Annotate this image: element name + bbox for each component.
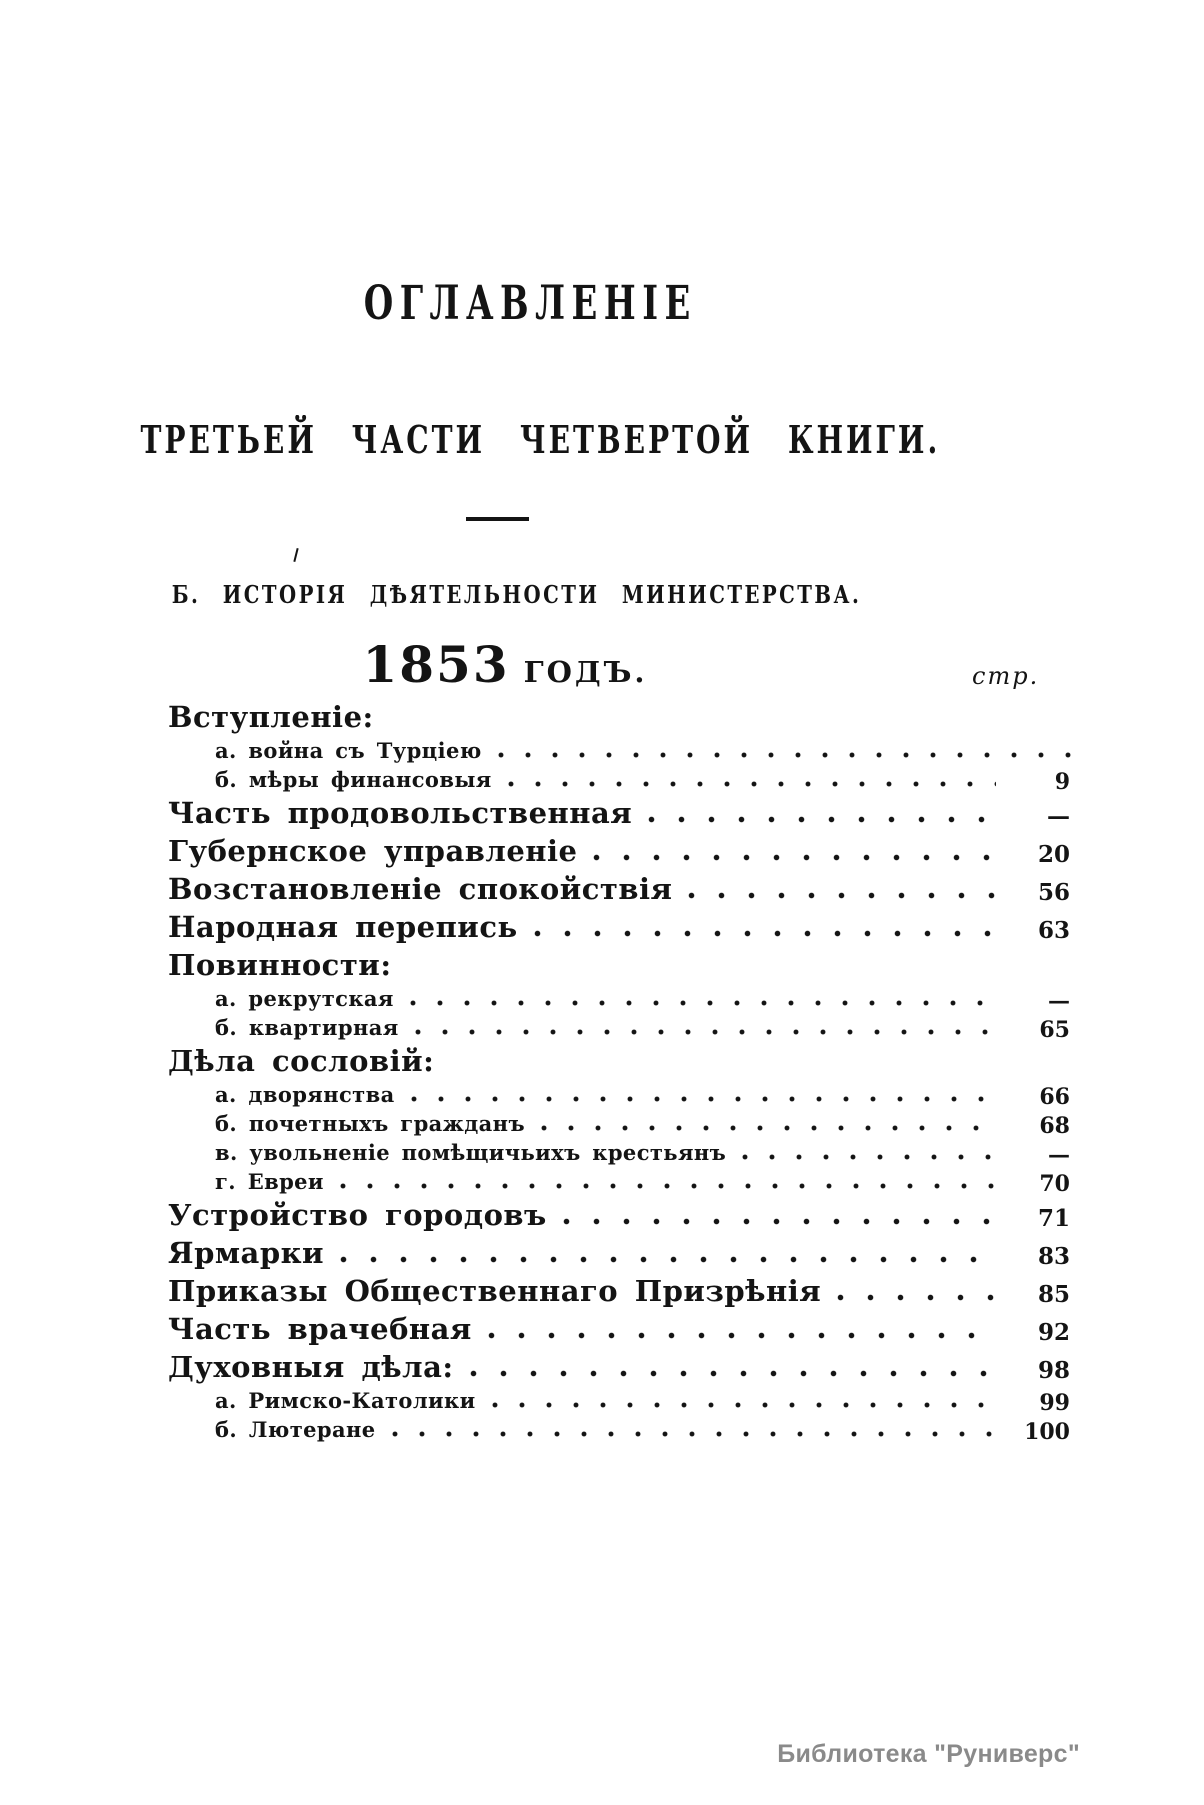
toc-row [168, 798, 1098, 836]
toc-row [168, 1046, 1098, 1084]
dot-leader [541, 1125, 996, 1132]
dot-leader [450, 1064, 1086, 1071]
dot-leader [508, 781, 996, 788]
page-title [0, 276, 1060, 331]
page-subtitle-text: ТРЕТЬЕЙ ЧАСТИ ЧЕТВЕРТОЙ КНИГИ. [140, 417, 941, 462]
toc-row [168, 740, 1098, 769]
toc-entry-label: б. квартирная [215, 1015, 399, 1040]
toc-entry-page: — [1047, 803, 1070, 830]
toc-entry-page: 9 [1054, 769, 1070, 795]
dot-leader [390, 720, 1086, 727]
toc-entry-label: Возстановленіе спокойствія [168, 872, 673, 906]
toc-entry-page: 65 [1039, 1017, 1070, 1043]
page-column-label: стр. [972, 662, 1040, 690]
toc-entry-page: 63 [1037, 917, 1070, 944]
toc-entry-label: Духовныя дѣла: [168, 1350, 454, 1384]
dot-leader [340, 1183, 996, 1190]
dot-leader [470, 1370, 996, 1377]
toc-entry-page: 83 [1037, 1243, 1070, 1270]
dot-leader [411, 1096, 996, 1103]
toc-entry-label: б. Лютеране [215, 1417, 376, 1442]
toc-row [168, 1017, 1098, 1046]
toc-entry-page: 92 [1037, 1319, 1070, 1346]
dot-leader [837, 1294, 996, 1301]
dot-leader [488, 1332, 996, 1339]
dot-leader [648, 816, 996, 823]
dot-leader [563, 1218, 996, 1225]
toc-row [168, 1276, 1098, 1314]
toc-row [168, 1419, 1098, 1448]
page-subtitle [0, 417, 1020, 462]
toc-row [168, 874, 1098, 912]
watermark: Библиотека "Руниверс" [777, 1740, 1080, 1768]
dot-leader [410, 1000, 996, 1007]
toc-entry-page: — [1048, 988, 1070, 1014]
toc-row [168, 702, 1098, 740]
toc-row [168, 1390, 1098, 1419]
toc-row [168, 836, 1098, 874]
dot-leader [688, 892, 996, 899]
toc-entry-label: Часть продовольственная [168, 796, 633, 830]
year-number: 1853 [362, 635, 510, 694]
toc-entry-label: Народная перепись [168, 910, 518, 944]
toc-row [168, 912, 1098, 950]
toc-entry-label: а. рекрутская [215, 986, 394, 1011]
toc-entry-label: Повинности: [168, 948, 392, 982]
toc-entry-label: а. Римско-Католики [215, 1388, 476, 1413]
dot-leader [392, 1431, 996, 1438]
year-heading [0, 635, 1010, 694]
toc-entry-page: 68 [1039, 1113, 1070, 1139]
toc-entry-page: 100 [1024, 1419, 1070, 1445]
toc-row [168, 1352, 1098, 1390]
toc-entry-label: а. война съ Турціею [215, 738, 482, 763]
toc-row [168, 950, 1098, 988]
toc-row [168, 769, 1098, 798]
scan-artifact-mark [293, 548, 298, 562]
dot-leader [408, 968, 1086, 975]
page-title-text: ОГЛАВЛЕНІЕ [363, 276, 697, 331]
dot-leader [593, 854, 996, 861]
dot-leader [340, 1256, 996, 1263]
toc-row [168, 1084, 1098, 1113]
dot-leader [498, 752, 1086, 759]
toc-entry-page: 56 [1037, 879, 1070, 906]
toc-entry-label: Губернское управленіе [168, 834, 578, 868]
toc-row [168, 1113, 1098, 1142]
toc-list [168, 702, 1098, 1448]
toc-entry-label: Дѣла сословій: [168, 1044, 435, 1078]
dot-leader [742, 1154, 996, 1161]
toc-entry-page: 71 [1037, 1205, 1070, 1232]
toc-entry-label: а. дворянства [215, 1082, 395, 1107]
toc-entry-page: 98 [1037, 1357, 1070, 1384]
section-heading-text: Б. ИСТОРІЯ ДѢЯТЕЛЬНОСТИ МИНИСТЕРСТВА. [171, 580, 861, 609]
toc-entry-page: 70 [1039, 1171, 1070, 1197]
toc-row [168, 988, 1098, 1017]
toc-entry-label: Вступленіе: [168, 700, 374, 734]
toc-row [168, 1142, 1098, 1171]
toc-entry-label: г. Евреи [215, 1169, 324, 1194]
toc-entry-label: Часть врачебная [168, 1312, 472, 1346]
dot-leader [492, 1402, 996, 1409]
toc-row [168, 1314, 1098, 1352]
toc-entry-label: Устройство городовъ [168, 1198, 547, 1232]
toc-entry-label: Приказы Общественнаго Призрѣнія [168, 1274, 822, 1308]
year-word: ГОДЪ. [523, 655, 648, 689]
divider-rule [466, 517, 529, 521]
toc-row [168, 1238, 1098, 1276]
dot-leader [415, 1029, 996, 1036]
toc-entry-page: 85 [1037, 1281, 1070, 1308]
toc-entry-page: — [1048, 1142, 1070, 1168]
toc-entry-page: 99 [1039, 1390, 1070, 1416]
toc-entry-page: 20 [1037, 841, 1070, 868]
section-heading [0, 580, 1032, 609]
toc-row [168, 1200, 1098, 1238]
toc-entry-label: б. почетныхъ гражданъ [215, 1111, 525, 1136]
toc-entry-label: б. мѣры финансовыя [215, 767, 492, 792]
toc-row [168, 1171, 1098, 1200]
toc-entry-page: 66 [1039, 1084, 1070, 1110]
dot-leader [534, 930, 996, 937]
toc-entry-label: Ярмарки [168, 1236, 325, 1270]
toc-entry-label: в. увольненіе помѣщичьихъ крестьянъ [215, 1140, 727, 1165]
